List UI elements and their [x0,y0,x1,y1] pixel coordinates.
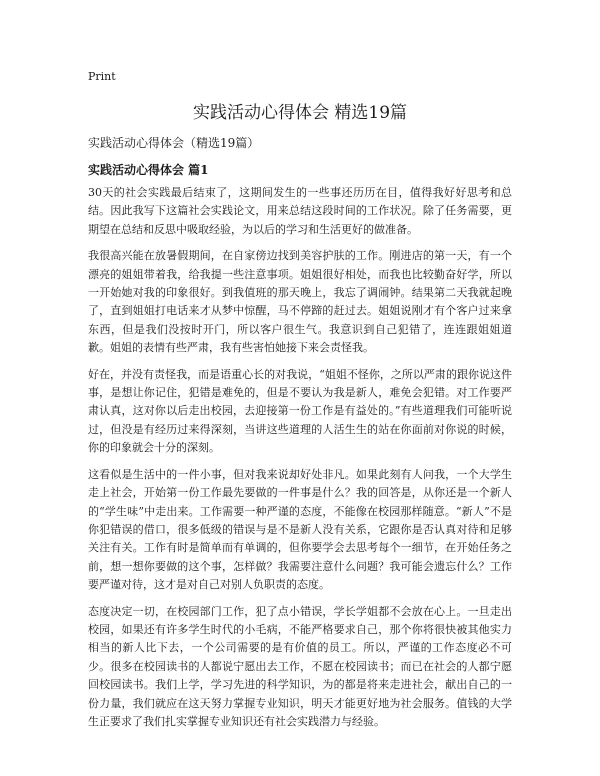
paragraph: 我很高兴能在放暑假期间，在自家傍边找到美容护肤的工作。刚进店的第一天，有一个漂亮的姐姐带着我，给我提一些注意事项。姐姐很好相处，而我也比较勤奋好学，所以一开始她对我的印象很好。到我值班的那天晚上，我忘了调闹钟。结果第二天我就起晚了，直到姐姐打电话来才从梦中惊醒，马不停蹄的赶过去。姐姐说刚才有个客户过来拿东西，但是我们没按时开门，所以客户很生气。我意识到自己犯错了，连连跟姐姐道歉。姐姐的表情有些严肃，我有些害怕她接下来会责怪我。 [88,249,512,355]
document-subtitle: 实践活动心得体会（精选19篇） [88,136,260,150]
paragraph: 这看似是生活中的一件小事，但对我来说却好处非凡。如果此刻有人问我，一个大学生走上社会，开始第一份工作最先要做的一件事是什么？我的回答是，从你还是一个新人的“学生味”中走出来。工作需要一种严谨的态度，不能像在校园那样随意。“新人”不是你犯错误的借口，很多低级的错误与是不是新人没有关系，它跟你是否认真对待和足够关注有关。工作有时是简单而有单调的，但你要学会去思考每个一细节，在开始任务之前，想一想你要做的这个事，怎样做？我需要注意什么问题？我可能会遗忘什么？工作要严谨对待，这才是对自己对别人负职责的态度。 [88,467,512,592]
paragraph: 30天的社会实践最后结束了，这期间发生的一些事还历历在目，值得我好好思考和总结。因此我写下这篇社会实践论文，用来总结这段时间的工作状况。除了任务需要，更期望在总结和反思中吸取经验，为以后的学习和生活更好的做准备。 [88,186,512,236]
paragraph: 好在，并没有责怪我，而是语重心长的对我说，“姐姐不怪你，之所以严肃的跟你说这件事，是想让你记住，犯错是难免的，但是不要认为我是新人，难免会犯错。对工作要严肃认真，这对你以后走出校园，去迎接第一份工作是有益处的。”有些道理我们可能听说过，但没是有经历过来得深刻，当讲这些道理的人活生生的站在你面前对你说的时候，你的印象就会十分的深刻。 [88,367,512,455]
section-heading: 实践活动心得体会 篇1 [88,163,209,177]
print-label: Print [88,70,116,83]
document-body [88,184,512,739]
paragraph: 态度决定一切，在校园部门工作，犯了点小错误，学长学姐都不会放在心上。一旦走出校园，如果还有许多学生时代的小毛病，不能严格要求自己，那个你将很快被其他实力相当的新人比下去，一个公司需要的是有价值的员工。所以，严谨的工作态度必不可少。很多在校园读书的人都说宁愿出去工作，不愿在校园读书；而已在社会的人都宁愿回校园读书。我们上学，学习先进的科学知识，为的都是将来走进社会，献出自己的一份力量，我们就应在这天努力掌握专业知识，明天才能更好地为社会服务。值钱的大学生正要求了我们扎实掌握专业知识还有社会实践潜力与经验。 [88,604,512,728]
document-title: 实践活动心得体会 精选19篇 [192,103,408,123]
